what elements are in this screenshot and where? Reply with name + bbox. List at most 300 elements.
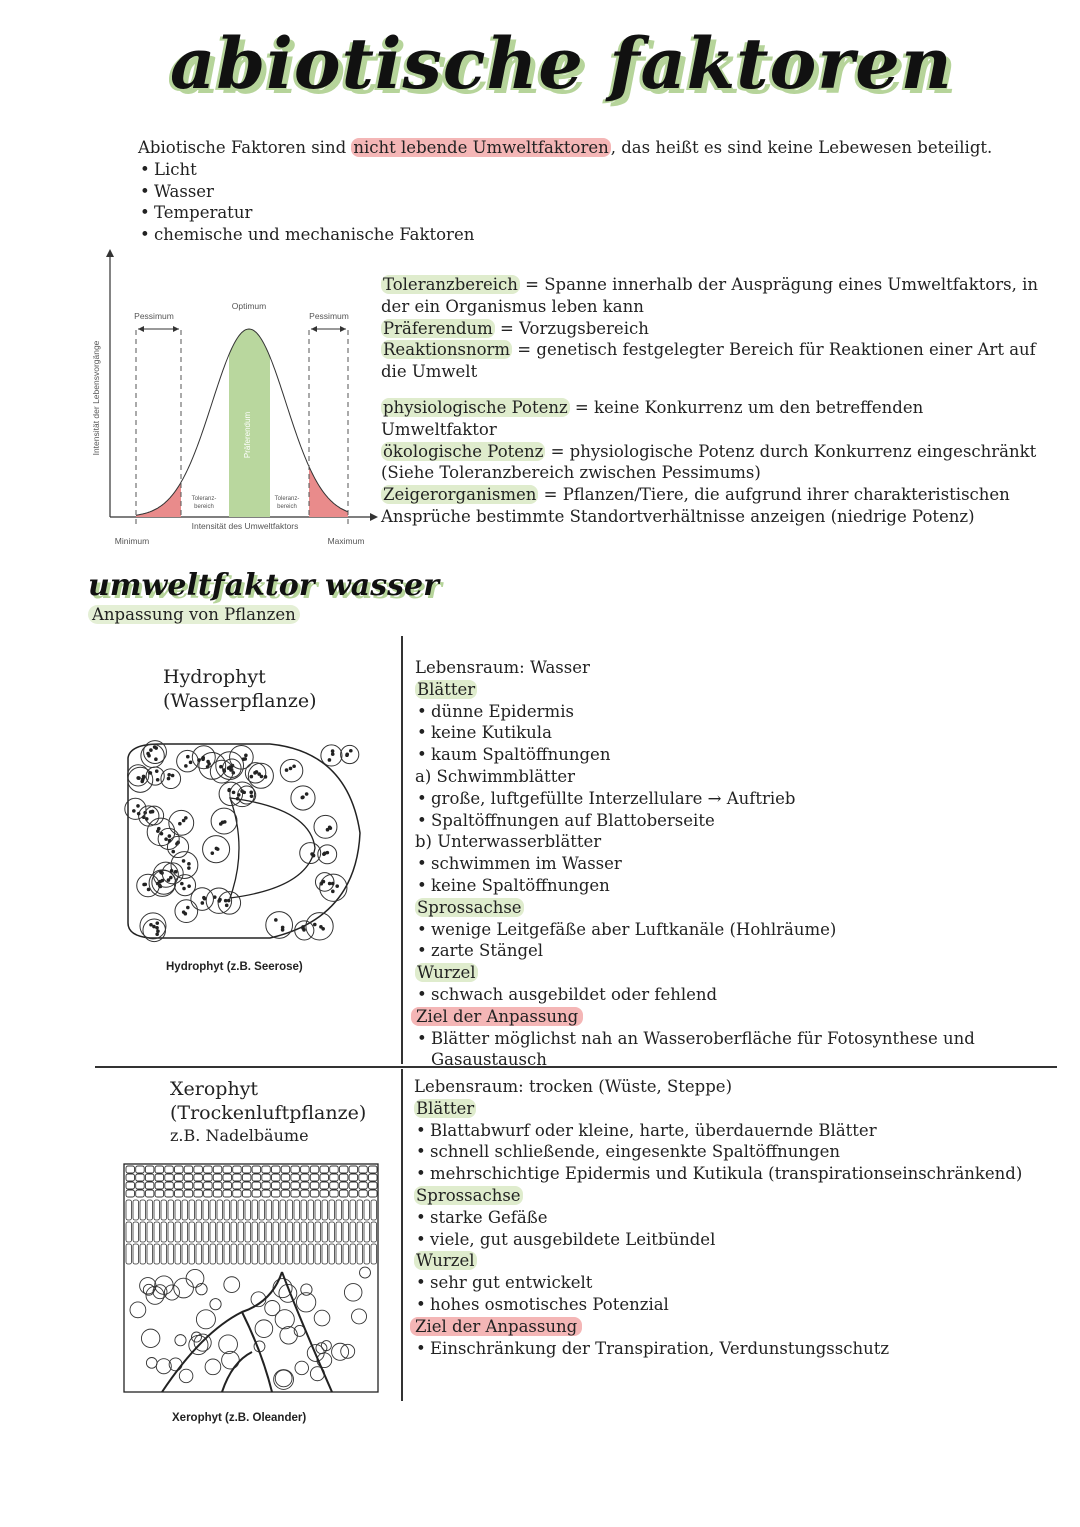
palisade-cell	[315, 1244, 321, 1264]
palisade-cell	[238, 1222, 244, 1242]
chloroplast	[225, 904, 229, 908]
epidermis-cell	[301, 1166, 310, 1173]
chloroplast	[151, 810, 155, 814]
epidermis-cell	[223, 1174, 232, 1181]
chloroplast	[260, 775, 264, 779]
arrow-head	[173, 326, 179, 332]
cells	[126, 1166, 377, 1389]
chloroplast	[221, 821, 225, 825]
epidermis-cell	[359, 1190, 368, 1197]
epidermis-cell	[301, 1190, 310, 1197]
epidermis-cell	[145, 1182, 154, 1189]
epidermis-cell	[204, 1190, 213, 1197]
equals-sign: =	[494, 318, 520, 338]
spongy-cell	[205, 1359, 221, 1375]
spongy-cell	[210, 1299, 221, 1310]
epidermis-cell	[194, 1174, 203, 1181]
epidermis-cell	[262, 1174, 271, 1181]
list-item: • keine Kutikula	[415, 722, 1065, 744]
epidermis-cell	[165, 1166, 174, 1173]
epidermis-cell	[223, 1182, 232, 1189]
chloroplast	[182, 887, 186, 891]
chloroplast	[285, 768, 289, 772]
chloroplast	[201, 757, 205, 761]
chloroplast	[250, 775, 254, 779]
cell	[128, 765, 149, 786]
spongy-cell	[314, 1310, 330, 1326]
vascular-bundle	[162, 1272, 332, 1392]
palisade-cell	[259, 1222, 265, 1242]
epidermis-cell	[291, 1182, 300, 1189]
epidermis-cell	[175, 1166, 184, 1173]
definition-text: keine Konkurrenz um den betreffenden Umweltfaktor	[381, 397, 924, 439]
chloroplast	[184, 816, 188, 820]
xerophyt-caption: Xerophyt (z.B. Oleander)	[172, 1412, 307, 1424]
palisade-cell	[168, 1200, 174, 1220]
palisade-cell	[147, 1222, 153, 1242]
chloroplast	[182, 859, 186, 863]
palisade-cell	[245, 1200, 251, 1220]
palisade-cell	[203, 1222, 209, 1242]
definition-term: Reaktionsnorm	[383, 340, 511, 360]
palisade-cell	[308, 1222, 314, 1242]
palisade-cell	[189, 1244, 195, 1264]
chloroplast	[305, 792, 309, 796]
palisade-cell	[154, 1200, 160, 1220]
palisade-cell	[133, 1200, 139, 1220]
toleranz-right-label-2: bereich	[277, 504, 297, 510]
spongy-cell	[153, 1285, 167, 1299]
palisade-cell	[168, 1222, 174, 1242]
pessimum-right-label: Pessimum	[309, 311, 349, 321]
arrow-head	[311, 326, 317, 332]
palisade-cell	[322, 1222, 328, 1242]
spongy-cell	[196, 1310, 215, 1329]
spongy-cell	[140, 1278, 156, 1294]
palisade-cell	[154, 1244, 160, 1264]
epidermis-cell	[272, 1166, 281, 1173]
spongy-cell	[255, 1320, 273, 1338]
spongy-cell	[332, 1343, 349, 1360]
lebensraum: Lebensraum: Wasser	[415, 658, 590, 677]
subheading-ziel: Ziel der Anpassung	[411, 1007, 583, 1026]
chloroplast	[249, 791, 253, 795]
epidermis-cell	[349, 1166, 358, 1173]
epidermis-cell	[252, 1182, 261, 1189]
spongy-cell	[295, 1361, 309, 1375]
definition-text: Vorzugsbereich	[519, 318, 649, 338]
palisade-cell	[154, 1222, 160, 1242]
xerophyt-example: z.B. Nadelbäume	[170, 1126, 309, 1145]
palisade-cell	[189, 1222, 195, 1242]
epidermis-cell	[291, 1190, 300, 1197]
chloroplast	[216, 847, 220, 851]
chloroplast	[201, 901, 205, 905]
air-space	[230, 798, 315, 898]
palisade-cell	[371, 1244, 377, 1264]
cell	[321, 745, 342, 766]
chloroplast	[168, 834, 172, 838]
epidermis-cell	[126, 1174, 135, 1181]
chloroplast	[168, 839, 172, 843]
epidermis-cell	[291, 1174, 300, 1181]
subheading-blaetter: Blätter	[416, 1098, 475, 1118]
list-item: • viele, gut ausgebildete Leitbündel	[414, 1229, 1064, 1251]
epidermis-cell	[339, 1174, 348, 1181]
chloroplast	[155, 926, 159, 930]
palisade-cell	[161, 1200, 167, 1220]
chloroplast	[224, 899, 228, 903]
epidermis-cell	[223, 1166, 232, 1173]
list-item: • wenige Leitgefäße aber Luftkanäle (Hohlräume)	[415, 919, 1065, 941]
epidermis-cell	[213, 1174, 222, 1181]
hydrophyt-name: Hydrophyt	[163, 666, 266, 688]
toleranz-left-label-1: Toleranz-	[191, 496, 217, 502]
cell	[177, 750, 199, 772]
epidermis-cell	[204, 1182, 213, 1189]
palisade-cell	[259, 1200, 265, 1220]
palisade-cell	[210, 1244, 216, 1264]
xerophyt-name: Xerophyt	[170, 1078, 259, 1100]
palisade-cell	[147, 1200, 153, 1220]
spongy-cell	[352, 1309, 367, 1324]
spongy-cell	[141, 1329, 159, 1347]
spongy-cell	[275, 1370, 292, 1387]
spongy-cell	[360, 1267, 371, 1278]
palisade-cell	[287, 1222, 293, 1242]
chloroplast	[326, 851, 330, 855]
list-item: • Einschränkung der Transpiration, Verdunstungsschutz	[414, 1338, 1064, 1360]
palisade-cell	[294, 1200, 300, 1220]
intro-text-after: , das heißt es sind keine Lebewesen beteiligt.	[610, 138, 993, 157]
chloroplast	[187, 862, 191, 866]
palisade-cell	[231, 1222, 237, 1242]
palisade-cell	[350, 1200, 356, 1220]
chloroplast	[184, 764, 188, 768]
epidermis-cell	[233, 1174, 242, 1181]
epidermis-cell	[165, 1174, 174, 1181]
palisade-cell	[336, 1244, 342, 1264]
epidermis-cell	[184, 1182, 193, 1189]
epidermis-cell	[272, 1190, 281, 1197]
palisade-cell	[322, 1200, 328, 1220]
spongy-cell	[196, 1283, 207, 1294]
epidermis-cell	[281, 1166, 290, 1173]
epidermis-cell	[194, 1166, 203, 1173]
chloroplast	[349, 749, 353, 753]
epidermis-cell	[155, 1174, 164, 1181]
epidermis-cell	[339, 1190, 348, 1197]
chloroplast	[155, 921, 159, 925]
praeferendum-label: Präferendum	[243, 411, 252, 459]
maximum-label: Maximum	[327, 536, 365, 546]
list-item: • zarte Stängel	[415, 940, 1065, 962]
arrow-head	[340, 326, 346, 332]
spongy-cell	[175, 1335, 186, 1346]
palisade-cell	[322, 1244, 328, 1264]
palisade-cell	[140, 1222, 146, 1242]
epidermis-cell	[213, 1182, 222, 1189]
palisade-cell	[364, 1244, 370, 1264]
spongy-cell	[344, 1284, 362, 1302]
cell	[175, 900, 198, 923]
epidermis-cell	[165, 1182, 174, 1189]
spongy-cell	[146, 1358, 157, 1369]
cell	[128, 767, 153, 792]
epidermis-cell	[320, 1166, 329, 1173]
hydrophyt-details	[415, 657, 1065, 1071]
spongy-cell	[186, 1269, 204, 1287]
epidermis-cell	[359, 1182, 368, 1189]
hydrophyt-subtitle: (Wasserpflanze)	[163, 690, 317, 712]
intro-highlight: nicht lebende Umweltfaktoren	[353, 138, 609, 157]
palisade-cell	[175, 1200, 181, 1220]
equals-sign: =	[519, 275, 545, 294]
toleranz-left-label-2: bereich	[194, 504, 214, 510]
section-title: umweltfaktor wasser	[88, 568, 439, 603]
cell	[158, 828, 179, 849]
epidermis-cell	[262, 1182, 271, 1189]
chloroplast	[242, 791, 246, 795]
chloroplast	[174, 870, 178, 874]
chloroplast	[264, 775, 268, 779]
epidermis-cell	[330, 1166, 339, 1173]
definition-term: Zeigerorganismen	[383, 485, 537, 505]
epidermis-cell	[262, 1190, 271, 1197]
chloroplast	[232, 791, 236, 795]
epidermis-cell	[369, 1174, 378, 1181]
palisade-cell	[301, 1222, 307, 1242]
epidermis-cell	[349, 1190, 358, 1197]
epidermis-cell	[281, 1174, 290, 1181]
epidermis-cell	[213, 1190, 222, 1197]
palisade-cell	[175, 1244, 181, 1264]
palisade-cell	[266, 1222, 272, 1242]
spongy-cell	[174, 1278, 194, 1298]
epidermis-cell	[136, 1182, 145, 1189]
chloroplast	[219, 765, 223, 769]
chloroplast	[137, 776, 141, 780]
cell	[218, 892, 241, 915]
palisade-cell	[217, 1244, 223, 1264]
palisade-cell	[294, 1222, 300, 1242]
epidermis-cell	[155, 1166, 164, 1173]
subheading-sprossachse: Sprossachse	[416, 1185, 521, 1205]
epidermis-cell	[291, 1166, 300, 1173]
epidermis-cell	[194, 1182, 203, 1189]
palisade-cell	[161, 1222, 167, 1242]
chloroplast	[319, 925, 323, 929]
epidermis-cell	[310, 1166, 319, 1173]
palisade-cell	[224, 1244, 230, 1264]
intro-text-before: Abiotische Faktoren sind	[138, 138, 352, 157]
epidermis-cell	[369, 1166, 378, 1173]
palisade-cell	[196, 1200, 202, 1220]
palisade-cell	[329, 1244, 335, 1264]
palisade-cell	[203, 1200, 209, 1220]
palisade-cell	[175, 1222, 181, 1242]
hydrophyt-caption: Hydrophyt (z.B. Seerose)	[166, 961, 303, 973]
palisade-cell	[259, 1244, 265, 1264]
epidermis-cell	[301, 1174, 310, 1181]
epidermis-cell	[252, 1166, 261, 1173]
equals-sign: =	[569, 397, 594, 417]
epidermis-cell	[272, 1182, 281, 1189]
definition-item	[381, 441, 1041, 485]
x-axis-arrow	[370, 513, 378, 521]
chloroplast	[167, 777, 171, 781]
chloroplast	[310, 852, 314, 856]
chloroplast	[171, 850, 175, 854]
chloroplast	[155, 769, 159, 773]
palisade-cell	[224, 1222, 230, 1242]
chloroplast	[218, 898, 222, 902]
palisade-cell	[196, 1244, 202, 1264]
subheading-wurzel: Wurzel	[416, 1251, 475, 1271]
epidermis-cell	[320, 1190, 329, 1197]
epidermis-cell	[320, 1174, 329, 1181]
palisade-cell	[210, 1200, 216, 1220]
chloroplast	[154, 757, 158, 761]
list-item: • hohes osmotisches Potenzial	[414, 1294, 1064, 1316]
palisade-cell	[182, 1200, 188, 1220]
definition-text: Pflanzen/Tiere, die aufgrund ihrer charakteristischen Ansprüche bestimmte Standortverhältnisse anzeigen (niedrige Potenz)	[381, 485, 1010, 526]
chloroplast	[186, 906, 190, 910]
palisade-cell	[147, 1244, 153, 1264]
epidermis-cell	[242, 1182, 251, 1189]
subheading-blaetter: Blätter	[417, 679, 476, 699]
cell	[266, 912, 293, 939]
palisade-cell	[357, 1222, 363, 1242]
palisade-cell	[308, 1244, 314, 1264]
definition-term: ökologische Potenz	[383, 441, 544, 461]
list-item: • starke Gefäße	[414, 1207, 1064, 1229]
cell	[341, 745, 359, 763]
intro-sentence	[138, 137, 1038, 159]
chloroplast	[250, 794, 254, 798]
equals-sign: =	[512, 340, 537, 360]
spongy-cell	[224, 1277, 240, 1293]
list-item: • Wasser	[138, 181, 1038, 203]
epidermis-cell	[204, 1166, 213, 1173]
definition-item	[381, 318, 1041, 340]
epidermis-cell	[213, 1166, 222, 1173]
chloroplast	[132, 809, 136, 813]
chloroplast	[331, 749, 335, 753]
epidermis-cell	[359, 1174, 368, 1181]
chloroplast	[184, 912, 188, 916]
palisade-cell	[161, 1244, 167, 1264]
definition-text: Spanne innerhalb der Ausprägung eines Umweltfaktors, in der ein Organismus leben kann	[381, 275, 1039, 316]
epidermis-cell	[145, 1166, 154, 1173]
definition-term: Präferendum	[383, 318, 493, 338]
chloroplast	[178, 822, 182, 826]
palisade-cell	[133, 1244, 139, 1264]
epidermis-cell	[175, 1182, 184, 1189]
pessimum-left-label: Pessimum	[134, 311, 174, 321]
palisade-cell	[266, 1200, 272, 1220]
chloroplast	[301, 795, 305, 799]
chloroplast	[187, 884, 191, 888]
palisade-cell	[315, 1222, 321, 1242]
toleranz-left-area	[136, 482, 181, 517]
epidermis-cell	[349, 1182, 358, 1189]
spongy-cell	[222, 1351, 240, 1369]
chloroplast	[141, 778, 145, 782]
palisade-cell	[168, 1244, 174, 1264]
chloroplast	[292, 764, 296, 768]
chloroplast	[167, 773, 171, 777]
epidermis-cell	[339, 1182, 348, 1189]
palisade-cell	[133, 1222, 139, 1242]
chloroplast	[186, 755, 190, 759]
palisade-cell	[315, 1200, 321, 1220]
list-item: • schnell schließende, eingesenkte Spaltöffnungen	[414, 1141, 1064, 1163]
epidermis-cell	[262, 1166, 271, 1173]
epidermis-cell	[145, 1190, 154, 1197]
chloroplast	[331, 752, 335, 756]
lebensraum: Lebensraum: trocken (Wüste, Steppe)	[414, 1077, 733, 1096]
palisade-cell	[336, 1222, 342, 1242]
palisade-cell	[294, 1244, 300, 1264]
chloroplast	[331, 890, 335, 894]
epidermis-cell	[194, 1190, 203, 1197]
epidermis-cell	[136, 1190, 145, 1197]
palisade-cell	[371, 1200, 377, 1220]
epidermis-cell	[242, 1166, 251, 1173]
cell	[145, 806, 164, 825]
epidermis-cell	[310, 1174, 319, 1181]
palisade-cell	[140, 1244, 146, 1264]
palisade-cell	[126, 1222, 132, 1242]
chloroplast	[146, 752, 150, 756]
palisade-cell	[364, 1222, 370, 1242]
epidermis-cell	[281, 1182, 290, 1189]
chloroplast	[274, 918, 278, 922]
y-axis-arrow	[106, 249, 114, 257]
chloroplast	[203, 897, 207, 901]
cell	[314, 815, 337, 838]
chloroplast	[170, 869, 174, 873]
epidermis-cell	[136, 1166, 145, 1173]
subheading-sprossachse: Sprossachse	[417, 897, 522, 917]
epidermis-cell	[184, 1174, 193, 1181]
chloroplast	[155, 932, 159, 936]
page-title: abiotische faktoren	[170, 22, 953, 105]
epidermis-cell	[155, 1182, 164, 1189]
table-divider-vertical	[401, 636, 403, 1064]
chloroplast	[157, 827, 161, 831]
chloroplast	[345, 752, 349, 756]
epidermis-cell	[330, 1190, 339, 1197]
chloroplast	[328, 882, 332, 886]
palisade-cell	[371, 1222, 377, 1242]
palisade-cell	[280, 1222, 286, 1242]
epidermis-cell	[349, 1174, 358, 1181]
chloroplast	[281, 926, 285, 930]
section-subtitle-text: Anpassung von Pflanzen	[88, 605, 300, 624]
palisade-cell	[252, 1200, 258, 1220]
list-item: • Blätter möglichst nah an Wasseroberfläche für Fotosynthese und Gasaustausch	[415, 1028, 1065, 1072]
palisade-cell	[126, 1244, 132, 1264]
chloroplast	[335, 884, 339, 888]
palisade-cell	[350, 1222, 356, 1242]
palisade-cell	[231, 1244, 237, 1264]
epidermis-cell	[320, 1182, 329, 1189]
chloroplast	[227, 766, 231, 770]
palisade-cell	[343, 1244, 349, 1264]
epidermis-cell	[242, 1190, 251, 1197]
